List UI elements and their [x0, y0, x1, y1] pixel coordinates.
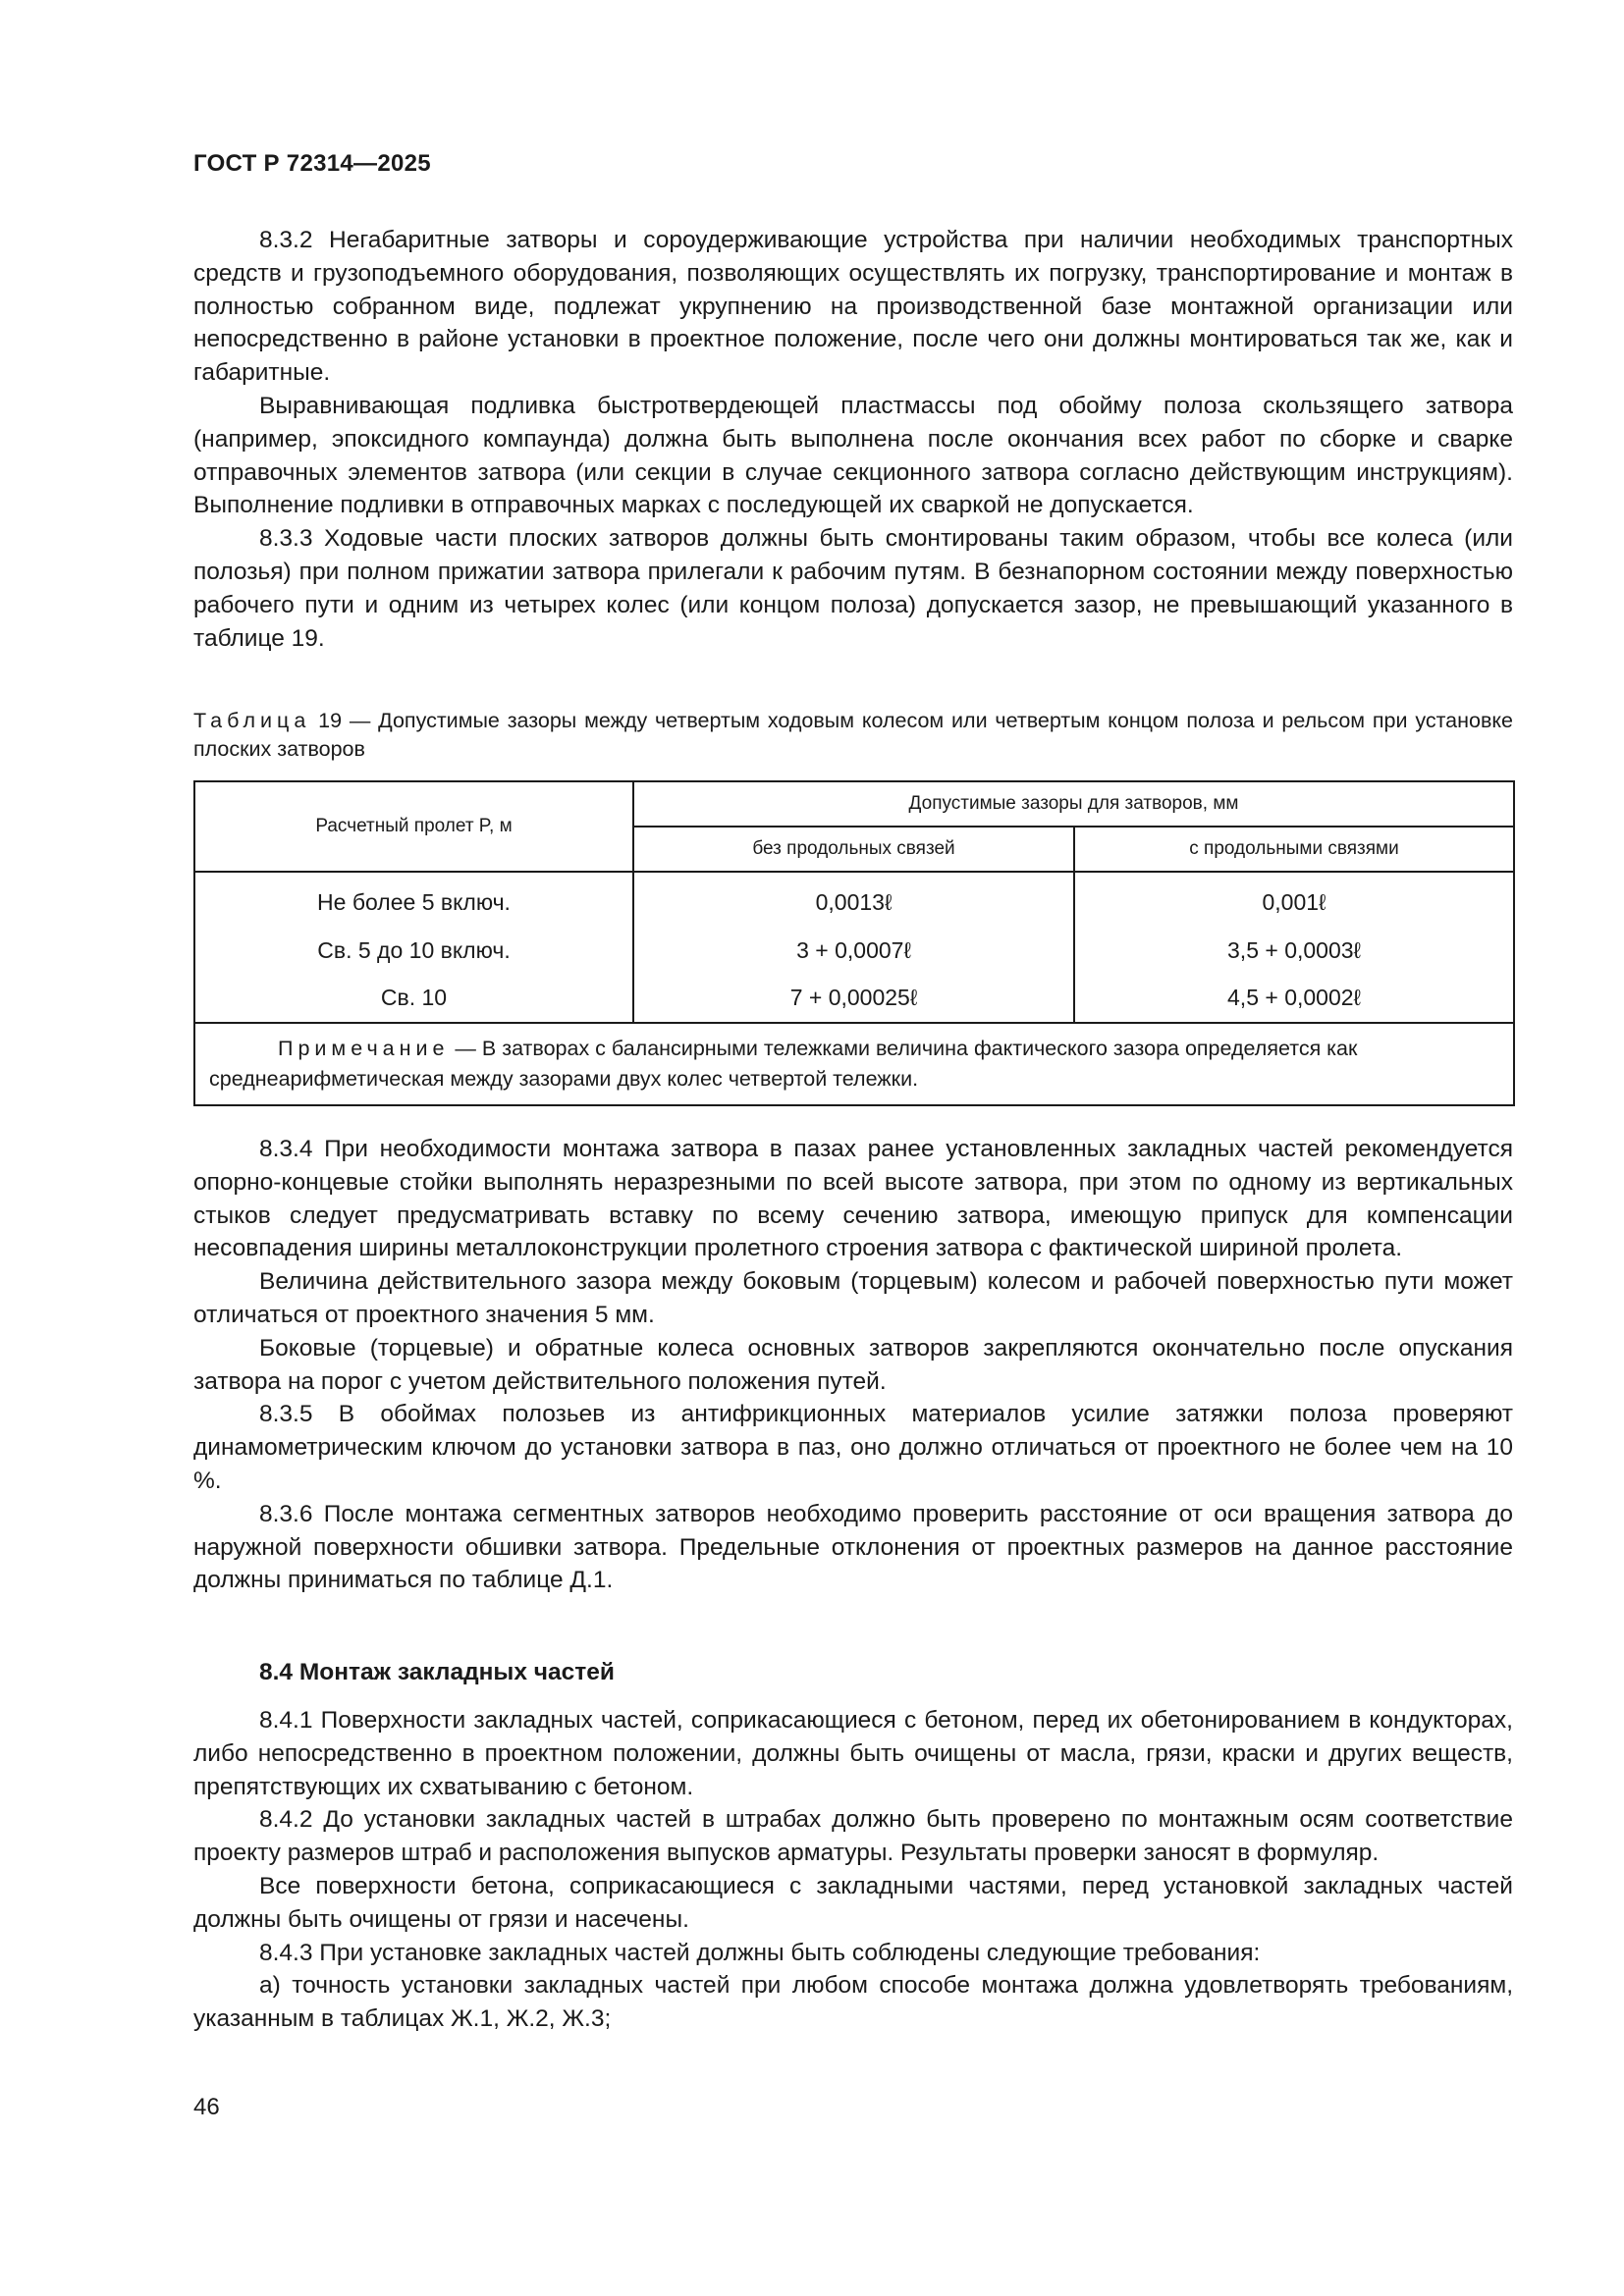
column-with-values [1074, 872, 1514, 1023]
table-note [194, 1023, 1514, 1105]
header-span: Расчетный пролет P, м [194, 781, 633, 872]
header-without-links: без продольных связей [633, 827, 1074, 872]
table-cell: Не более 5 включ. [317, 889, 511, 915]
paragraph-8-3-6: 8.3.6 После монтажа сегментных затворов необходимо проверить расстояние от оси вращения затвора до наружной поверхности обшивки затвора. Предельные отклонения от проектных размеров на данное расстояние должны приниматься по таблице Д.1. [193, 1500, 1513, 1594]
table-cell: 7 + 0,00025ℓ [789, 985, 918, 1010]
paragraph-8-3-5: 8.3.5 В обоймах полозьев из антифрикционных материалов усилие затяжки полоза проверяют динамометрическим ключом до установки затвора в паз, оно должно отличаться от проектного не более чем на 10 %. [193, 1401, 1513, 1494]
section-8-4 [193, 1656, 1513, 1689]
paragraph-8-3-2: 8.3.2 Негабаритные затворы и сороудерживающие устройства при наличии необходимых транспортных средств и грузоподъемного оборудования, позволяющих осуществлять их погрузку, транспортирование и монтаж в полностью собранном виде, подлежат укрупнению на производственной базе монтажной организации или непосредственно в районе установки в проектное положение, после чего они должны монтироваться так же, как и габаритные. [193, 227, 1513, 387]
paragraph-underlay: Выравнивающая подливка быстротвердеющей пластмассы под обойму полоза скользящего затвора (например, эпоксидного компаунда) должна быть выполнена после окончания всех работ по сборке и сварке отправочных элементов затвора (или секции в случае секционного затвора согласно действующим инструкциям). Выполнение подливки в отправочных марках с последующей их сваркой не допускается. [193, 392, 1513, 519]
header-allowed-gaps: Допустимые зазоры для затворов, мм [633, 781, 1514, 827]
text-block-mid [193, 1133, 1513, 1597]
document-header: ГОСТ Р 72314—2025 [193, 150, 431, 177]
table-19 [193, 780, 1515, 1106]
column-without-values [633, 872, 1074, 1023]
table-cell: 0,0013ℓ [815, 889, 893, 915]
paragraph-8-4-3: 8.4.3 При установке закладных частей должны быть соблюдены следующие требования: [259, 1939, 1261, 1966]
paragraph-8-3-4: 8.3.4 При необходимости монтажа затвора в пазах ранее установленных закладных частей рекомендуется опорно-концевые стойки выполнять неразрезными по всей высоте затвора, при этом по одному из вертикальных стыков следует предусматривать вставку по всему сечению затвора, имеющую припуск для компенсации несовпадения ширины металлоконструкции пролетного строения затвора с фактической шириной пролета. [193, 1136, 1513, 1262]
paragraph-8-4-2: 8.4.2 До установки закладных частей в штрабах должно быть проверено по монтажным осям соответствие проекту размеров штраб и расположения выпусков арматуры. Результаты проверки заносят в формуляр. [193, 1806, 1513, 1867]
note-text: — В затворах с балансирными тележками величина фактического зазора определяется как среднеарифметическая между зазорами двух колес четвертой тележки. [209, 1036, 1358, 1091]
table-cell: Св. 10 [380, 985, 448, 1010]
paragraph-concrete: Все поверхности бетона, соприкасающиеся с закладными частями, перед установкой закладных частей должны быть очищены от грязи и насечены. [193, 1872, 1513, 1933]
page-number: 46 [193, 2094, 220, 2120]
table-cell: 3 + 0,0007ℓ [796, 936, 911, 963]
paragraph-side-wheels: Боковые (торцевые) и обратные колеса основных затворов закрепляются окончательно после опускания затвора на порог с учетом действительного положения путей. [193, 1334, 1513, 1395]
table-cell: Св. 5 до 10 включ. [317, 936, 511, 963]
table-cell: 4,5 + 0,0002ℓ [1227, 985, 1361, 1010]
text-block-top [193, 224, 1513, 655]
note-label: Примечание [278, 1036, 450, 1060]
section-title: 8.4 Монтаж закладных частей [259, 1659, 615, 1685]
paragraph-8-4-3-a: а) точность установки закладных частей при любом способе монтажа должна удовлетворять требованиям, указанным в таблицах Ж.1, Ж.2, Ж.3; [193, 1972, 1513, 2033]
paragraph-8-4-1: 8.4.1 Поверхности закладных частей, соприкасающиеся с бетоном, перед их обетонированием в кондукторах, либо непосредственно в проектном положении, должны быть очищены от масла, грязи, краски и других веществ, препятствующих их схватыванию с бетоном. [193, 1707, 1513, 1800]
table-cell: 0,001ℓ [1262, 889, 1326, 915]
header-with-links: с продольными связями [1074, 827, 1514, 872]
paragraph-gap-value: Величина действительного зазора между боковым (торцевым) колесом и рабочей поверхностью пути может отличаться от проектного значения 5 мм. [193, 1268, 1513, 1328]
table-caption-label: Таблица [193, 709, 311, 732]
paragraph-8-3-3: 8.3.3 Ходовые части плоских затворов должны быть смонтированы таким образом, чтобы все колеса (или полозья) при полном прижатии затвора прилегали к рабочим путям. В безнапорном состоянии между поверхностью рабочего пути и одним из четырех колес (или концом полоза) допускается зазор, не превышающий указанного в таблице 19. [193, 525, 1513, 652]
table-cell: 3,5 + 0,0003ℓ [1227, 936, 1361, 963]
column-span-values [194, 872, 633, 1023]
table-caption-text: 19 — Допустимые зазоры между четвертым ходовым колесом или четвертым концом полоза и рельсом при установке плоских затворов [193, 709, 1513, 761]
table-19-caption [193, 707, 1513, 764]
text-block-bottom [193, 1704, 1513, 2036]
